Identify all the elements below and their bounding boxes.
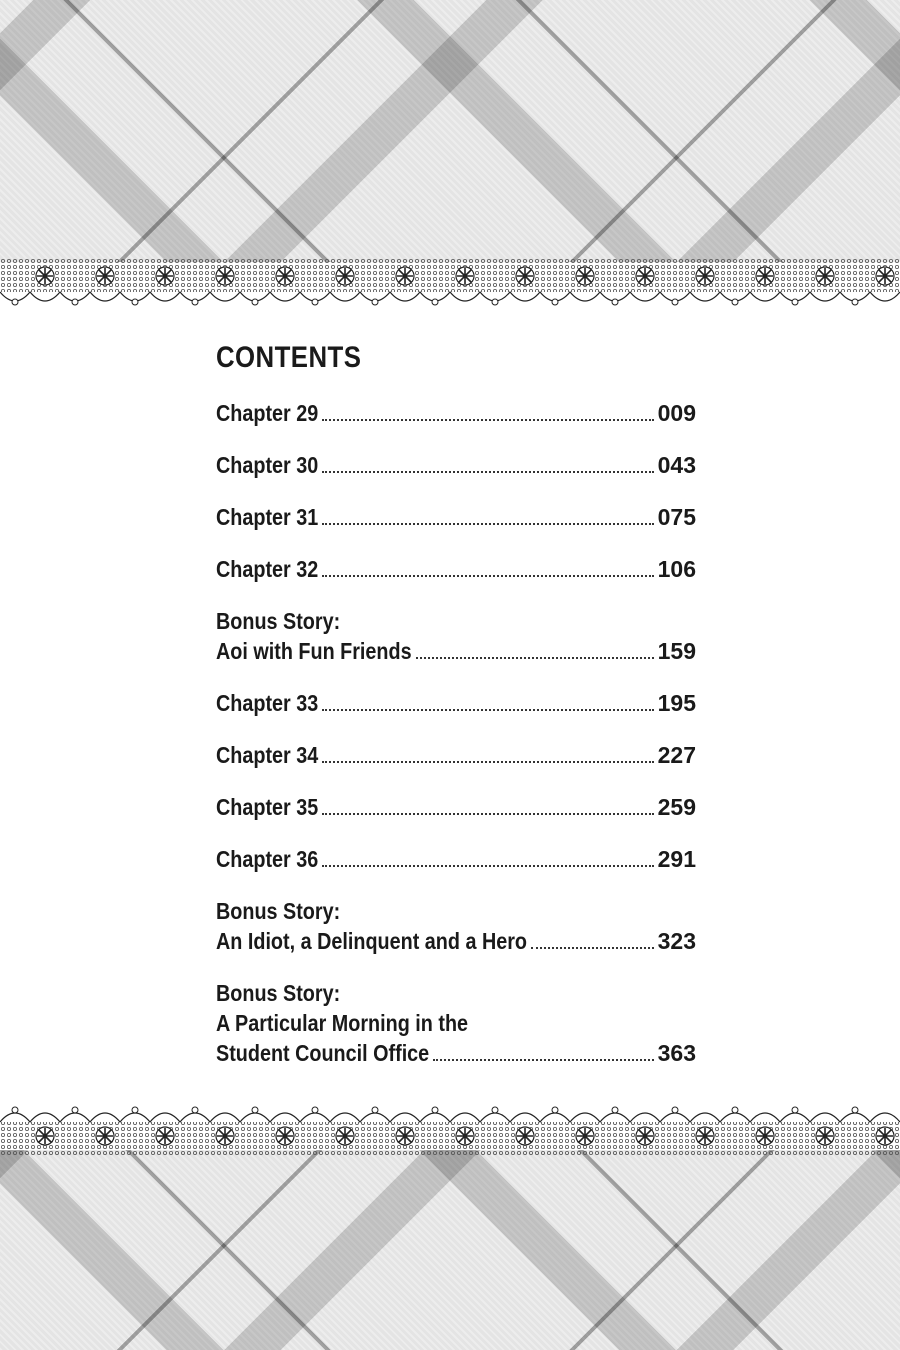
toc-entry-title: Chapter 30 — [216, 452, 319, 478]
toc-entry-page-number: 106 — [657, 556, 696, 582]
toc-entry-row — [216, 740, 696, 770]
toc-entry-page-number: 195 — [657, 690, 696, 716]
toc-entry-row — [216, 1038, 696, 1068]
toc-entry-subtitle: A Particular Morning in the — [216, 1010, 469, 1036]
contents-heading: CONTENTS — [216, 341, 362, 374]
toc-entry-title: Aoi with Fun Friends — [216, 638, 412, 664]
toc-entry[interactable] — [216, 554, 696, 584]
toc-entry-row — [216, 844, 696, 874]
toc-entry-row — [216, 450, 696, 480]
toc-entry-page-number: 259 — [657, 794, 696, 820]
dot-leader — [322, 470, 654, 473]
toc-entry-page-number: 043 — [657, 452, 696, 478]
toc-entry-title: Chapter 29 — [216, 400, 319, 426]
toc-entry[interactable] — [216, 896, 696, 956]
dot-leader — [416, 656, 654, 659]
toc-entry-title: Chapter 31 — [216, 504, 319, 530]
toc-entry-row — [216, 502, 696, 532]
toc-entry-title: An Idiot, a Delinquent and a Hero — [216, 928, 528, 954]
toc-entry-page-number: 159 — [657, 638, 696, 664]
lace-top-svg — [0, 258, 900, 316]
toc-entry[interactable] — [216, 740, 696, 770]
toc-entry[interactable] — [216, 688, 696, 718]
toc-entry-row — [216, 926, 696, 956]
toc-entry-title: Chapter 35 — [216, 794, 319, 820]
lace-bottom-svg — [0, 1096, 900, 1156]
plaid-pattern-top — [0, 0, 900, 262]
toc-entry-title: Chapter 32 — [216, 556, 319, 582]
contents-list — [216, 398, 696, 1068]
toc-entry[interactable] — [216, 398, 696, 428]
dot-leader — [322, 418, 654, 421]
toc-entry-page-number: 075 — [657, 504, 696, 530]
lace-border-top — [0, 258, 900, 316]
dot-leader — [322, 864, 654, 867]
toc-entry-page-number: 009 — [657, 400, 696, 426]
toc-entry-subtitle: Bonus Story: — [216, 980, 341, 1006]
toc-entry[interactable] — [216, 502, 696, 532]
lace-border-bottom — [0, 1096, 900, 1156]
toc-entry[interactable] — [216, 844, 696, 874]
plaid-pattern-bottom — [0, 1150, 900, 1350]
table-of-contents — [216, 338, 696, 1090]
dot-leader — [433, 1058, 654, 1061]
dot-leader — [322, 574, 654, 577]
toc-entry-row — [216, 636, 696, 666]
dot-leader — [322, 760, 654, 763]
dot-leader — [531, 946, 654, 949]
toc-entry-title: Student Council Office — [216, 1040, 430, 1066]
toc-entry-subtitle: Bonus Story: — [216, 608, 341, 634]
dot-leader — [322, 522, 654, 525]
toc-entry-row — [216, 688, 696, 718]
toc-entry[interactable] — [216, 978, 696, 1068]
toc-entry-page-number: 227 — [657, 742, 696, 768]
toc-entry[interactable] — [216, 792, 696, 822]
toc-entry-page-number: 323 — [657, 928, 696, 954]
dot-leader — [322, 708, 654, 711]
toc-entry-title: Chapter 34 — [216, 742, 319, 768]
toc-entry-title: Chapter 36 — [216, 846, 319, 872]
toc-entry[interactable] — [216, 606, 696, 666]
toc-entry-page-number: 291 — [657, 846, 696, 872]
toc-entry-row — [216, 554, 696, 584]
dot-leader — [322, 812, 654, 815]
toc-entry-row — [216, 792, 696, 822]
toc-entry-subtitle: Bonus Story: — [216, 898, 341, 924]
toc-entry-page-number: 363 — [657, 1040, 696, 1066]
toc-entry-title: Chapter 33 — [216, 690, 319, 716]
toc-entry[interactable] — [216, 450, 696, 480]
toc-entry-row — [216, 398, 696, 428]
